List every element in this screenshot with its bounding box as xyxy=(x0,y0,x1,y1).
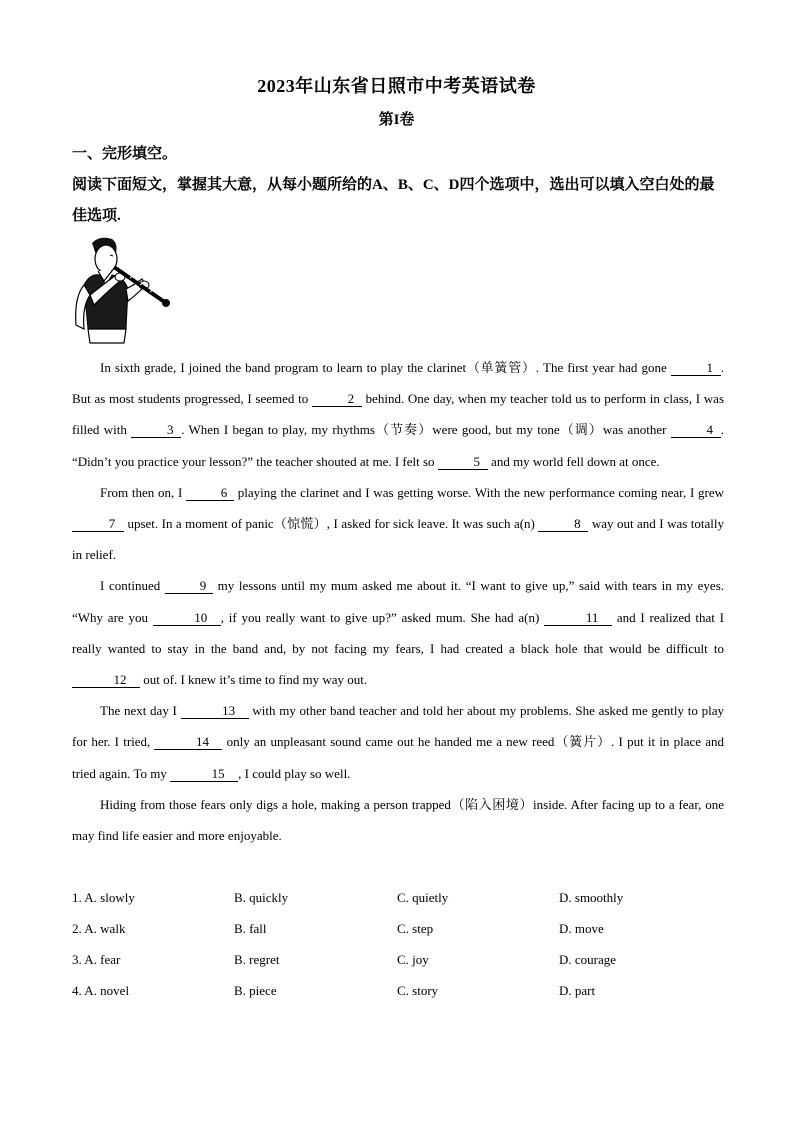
option-3-c: C. joy xyxy=(397,952,429,967)
blank-7: 7 xyxy=(72,517,124,532)
blank-2: 2 xyxy=(312,392,362,407)
blank-3: 3 xyxy=(131,423,181,438)
option-4-c: C. story xyxy=(397,983,439,998)
option-row-2 xyxy=(72,921,724,941)
passage-paragraph-2: From then on, I 6 playing the clarinet and I was getting worse. With the new performance coming near, I grew 7 upset. In a moment of panic（惊慌）, I asked for sick leave. It was such a(n) 8 way out and I was totally in relief. xyxy=(72,484,725,563)
passage-paragraph-5: Hiding from those fears only digs a hole, making a person trapped（陷入困境）inside. After facing up to a fear, one may find life easier and more enjoyable. xyxy=(72,796,724,844)
blank-8: 8 xyxy=(538,517,588,532)
passage-paragraph-1: In sixth grade, I joined the band program to learn to play the clarinet（单簧管）. The first year had gone 1 . But as most students progressed, I seemed to 2 behind. One day, when my teacher told us to perform in class, I was filled with 3 . When I began to play, my rhythms（节奏）were good, but my tone（调）was another 4 . “Didn’t you practice your lesson?” the teacher shouted at me. I felt so 5 and my world fell down at once. xyxy=(72,360,725,469)
blank-6: 6 xyxy=(186,486,234,501)
option-2-b: B. fall xyxy=(234,921,267,936)
instruction-text: 阅读下面短文，掌握其大意，从每小题所给的A、B、C、D四个选项中，选出可以填入空白处的最佳选项. xyxy=(72,177,715,224)
blank-13: 13 xyxy=(181,704,249,719)
page-subtitle: 第I卷 xyxy=(378,112,415,128)
option-3-b: B. regret xyxy=(234,952,280,967)
clarinet-player-illustration xyxy=(70,233,172,345)
section-heading: 一、完形填空。 xyxy=(72,146,178,162)
blank-10: 10 xyxy=(153,611,221,626)
option-3-d: D. courage xyxy=(559,952,617,967)
blank-1: 1 xyxy=(671,361,721,376)
blank-5: 5 xyxy=(438,455,488,470)
option-4-b: B. piece xyxy=(234,983,277,998)
option-1-a: 1. A. slowly xyxy=(72,890,135,905)
option-row-3 xyxy=(72,952,724,972)
option-row-1 xyxy=(72,890,724,910)
passage-paragraph-4: The next day I 13 with my other band teacher and told her about my problems. She asked me gently to play for her. I tried, 14 only an unpleasant sound came out he handed me a new reed（簧片）. I put it in place and tried again. To my 15 , I could play so well. xyxy=(72,703,724,781)
blank-9: 9 xyxy=(165,579,213,594)
blank-11: 11 xyxy=(544,611,612,626)
blank-12: 12 xyxy=(72,673,140,688)
option-1-c: C. quietly xyxy=(397,890,449,905)
option-2-d: D. move xyxy=(559,921,604,936)
option-1-d: D. smoothly xyxy=(559,890,624,905)
option-1-b: B. quickly xyxy=(234,890,289,905)
option-row-4 xyxy=(72,983,724,1003)
cloze-passage xyxy=(72,352,724,851)
page-title: 2023年山东省日照市中考英语试卷 xyxy=(257,76,536,96)
option-4-a: 4. A. novel xyxy=(72,983,130,998)
option-2-c: C. step xyxy=(397,921,434,936)
blank-14: 14 xyxy=(154,735,222,750)
option-2-a: 2. A. walk xyxy=(72,921,126,936)
blank-4: 4 xyxy=(671,423,721,438)
option-3-a: 3. A. fear xyxy=(72,952,121,967)
blank-15: 15 xyxy=(170,767,238,782)
passage-paragraph-3: I continued 9 my lessons until my mum asked me about it. “I want to give up,” said with tears in my eyes. “Why are you 10 , if you really want to give up?” asked mum. She had a(n) 11 and I realized that I really wanted to stay in the band and, by not facing my fears, I had created a black hole that would be difficult to 12 out of. I knew it’s time to find my way out. xyxy=(72,578,725,688)
option-4-d: D. part xyxy=(559,983,596,998)
